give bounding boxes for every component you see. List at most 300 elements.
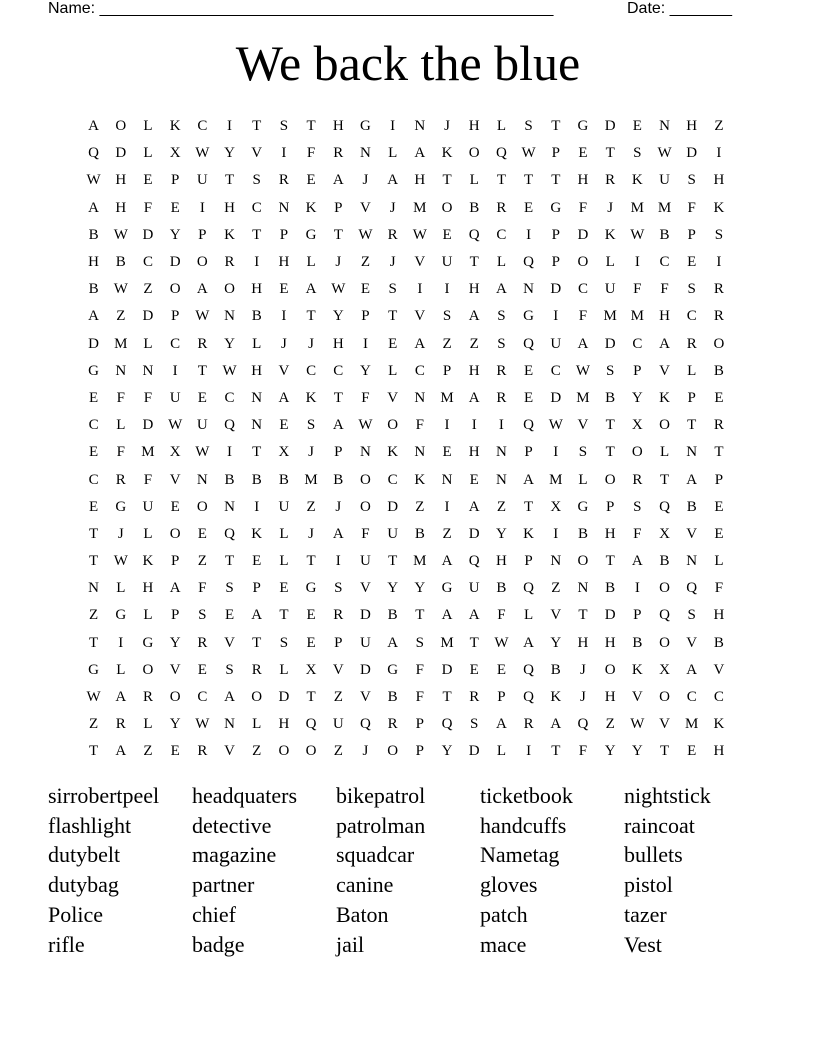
grid-letter: I xyxy=(417,281,423,298)
grid-letter: M xyxy=(630,308,645,325)
word-bank-item: Vest xyxy=(624,931,662,957)
grid-letter: A xyxy=(387,172,399,189)
grid-letter: M xyxy=(549,471,563,488)
grid-letter: T xyxy=(578,607,588,624)
grid-letter: P xyxy=(170,308,180,325)
grid-letter: G xyxy=(305,580,317,597)
grid-letter: N xyxy=(251,389,263,406)
grid-letter: N xyxy=(523,281,535,298)
grid-letter: Z xyxy=(116,308,126,325)
grid-letter: W xyxy=(412,226,427,243)
grid-letter: Y xyxy=(631,389,643,406)
grid-letter: H xyxy=(278,716,290,733)
grid-letter: J xyxy=(389,254,396,271)
grid-letter: A xyxy=(115,689,127,706)
grid-letter: O xyxy=(224,281,235,298)
grid-letter: L xyxy=(687,362,697,379)
grid-letter: X xyxy=(659,525,670,542)
grid-letter: E xyxy=(252,553,262,570)
grid-letter: S xyxy=(225,580,234,597)
grid-letter: V xyxy=(224,634,235,651)
grid-letter: I xyxy=(172,362,178,379)
grid-letter: I xyxy=(634,254,640,271)
grid-letter: M xyxy=(657,199,672,216)
grid-letter: D xyxy=(360,607,371,624)
grid-letter: R xyxy=(142,689,153,706)
grid-letter: P xyxy=(334,634,343,651)
grid-letter: T xyxy=(306,308,316,325)
grid-letter: M xyxy=(440,389,454,406)
grid-letter: I xyxy=(390,118,396,135)
grid-row xyxy=(80,222,740,249)
grid-letter: A xyxy=(631,553,643,570)
grid-letter: M xyxy=(685,716,699,733)
grid-letter: B xyxy=(659,553,670,570)
grid-letter: Y xyxy=(224,335,235,352)
grid-letter: T xyxy=(388,553,398,570)
grid-letter: K xyxy=(713,199,725,216)
grid-letter: W xyxy=(113,281,128,298)
grid-letter: T xyxy=(252,226,262,243)
grid-letter: T xyxy=(469,634,479,651)
grid-letter: E xyxy=(714,498,724,515)
grid-letter: E xyxy=(442,226,452,243)
grid-letter: T xyxy=(89,553,99,570)
grid-letter: V xyxy=(577,417,589,434)
grid-letter: O xyxy=(713,335,725,352)
grid-letter: I xyxy=(227,444,233,461)
grid-letter: J xyxy=(444,118,450,135)
grid-row xyxy=(80,575,740,602)
word-bank-item: badge xyxy=(192,931,245,957)
grid-letter: Y xyxy=(441,743,453,760)
grid-letter: M xyxy=(576,389,590,406)
grid-letter: C xyxy=(686,308,697,325)
grid-letter: A xyxy=(251,607,263,624)
grid-letter: F xyxy=(714,580,724,597)
grid-letter: U xyxy=(196,172,208,189)
word-bank-item: jail xyxy=(336,931,365,957)
grid-letter: T xyxy=(279,607,289,624)
grid-letter: F xyxy=(361,525,370,542)
grid-letter: H xyxy=(278,254,290,271)
grid-letter: J xyxy=(580,661,586,678)
grid-letter: P xyxy=(361,308,370,325)
grid-letter: L xyxy=(388,145,398,162)
grid-letter: V xyxy=(278,362,290,379)
grid-letter: S xyxy=(279,118,289,135)
grid-letter: R xyxy=(713,281,724,298)
word-bank-item: flashlight xyxy=(48,812,132,838)
grid-letter: S xyxy=(252,172,261,189)
grid-row xyxy=(80,358,740,385)
grid-letter: X xyxy=(278,444,290,461)
grid-letter: T xyxy=(333,226,343,243)
grid-letter: V xyxy=(169,661,181,678)
grid-letter: D xyxy=(142,226,154,243)
grid-letter: K xyxy=(305,199,317,216)
grid-letter: Y xyxy=(414,580,426,597)
grid-letter: T xyxy=(659,743,670,760)
date-field-label: Date: _______ xyxy=(627,0,732,17)
grid-letter: O xyxy=(169,689,181,706)
grid-letter: T xyxy=(89,525,99,542)
grid-letter: T xyxy=(442,172,452,189)
word-bank-item: Baton xyxy=(336,902,389,928)
grid-letter: P xyxy=(633,362,642,379)
grid-letter: P xyxy=(415,743,425,760)
grid-letter: L xyxy=(279,525,289,542)
grid-letter: Y xyxy=(495,525,507,542)
grid-letter: K xyxy=(713,716,725,733)
grid-letter: D xyxy=(142,417,154,434)
grid-letter: P xyxy=(252,580,261,597)
grid-letter: K xyxy=(550,689,562,706)
grid-letter: T xyxy=(469,254,479,271)
grid-letter: B xyxy=(333,471,344,488)
grid-letter: P xyxy=(524,444,533,461)
grid-letter: L xyxy=(496,743,506,760)
grid-letter: V xyxy=(360,199,371,216)
word-bank-item: dutybag xyxy=(48,872,119,898)
grid-letter: A xyxy=(196,281,208,298)
grid-letter: K xyxy=(631,661,643,678)
grid-letter: V xyxy=(659,362,670,379)
grid-letter: T xyxy=(714,444,724,461)
grid-letter: N xyxy=(495,471,507,488)
grid-letter: U xyxy=(142,498,154,515)
grid-row xyxy=(80,521,740,548)
grid-letter: R xyxy=(605,172,616,189)
grid-letter: S xyxy=(442,308,452,325)
grid-letter: B xyxy=(713,362,724,379)
word-bank-item: bikepatrol xyxy=(336,782,426,808)
grid-letter: H xyxy=(332,118,344,135)
grid-letter: Q xyxy=(523,661,535,678)
grid-letter: P xyxy=(170,553,180,570)
grid-letter: O xyxy=(604,661,616,678)
grid-letter: T xyxy=(605,417,615,434)
grid-row xyxy=(80,738,740,765)
grid-letter: F xyxy=(143,389,153,406)
grid-letter: S xyxy=(687,607,696,624)
grid-letter: V xyxy=(360,689,371,706)
grid-letter: C xyxy=(659,254,670,271)
grid-letter: C xyxy=(224,389,235,406)
grid-letter: R xyxy=(496,199,507,216)
grid-letter: C xyxy=(496,226,507,243)
grid-letter: G xyxy=(115,607,127,624)
grid-letter: I xyxy=(444,498,450,515)
grid-letter: Y xyxy=(332,308,344,325)
grid-letter: F xyxy=(578,199,588,216)
grid-letter: L xyxy=(143,716,153,733)
grid-letter: R xyxy=(632,471,643,488)
grid-letter: W xyxy=(195,444,210,461)
grid-letter: U xyxy=(441,254,453,271)
grid-row xyxy=(80,113,740,140)
grid-letter: F xyxy=(361,389,370,406)
grid-letter: T xyxy=(551,172,561,189)
grid-letter: Q xyxy=(305,716,317,733)
grid-letter: Z xyxy=(197,553,207,570)
grid-letter: R xyxy=(713,308,724,325)
grid-letter: O xyxy=(278,743,290,760)
grid-letter: E xyxy=(89,389,99,406)
grid-letter: V xyxy=(251,145,263,162)
grid-letter: P xyxy=(170,172,180,189)
grid-letter: G xyxy=(88,661,100,678)
grid-letter: E xyxy=(469,471,479,488)
grid-letter: U xyxy=(659,172,670,189)
grid-letter: O xyxy=(169,525,181,542)
grid-letter: L xyxy=(116,661,126,678)
grid-letter: M xyxy=(413,553,427,570)
grid-letter: J xyxy=(117,525,124,542)
grid-letter: Z xyxy=(714,118,724,135)
grid-letter: P xyxy=(497,689,506,706)
grid-letter: L xyxy=(143,145,153,162)
grid-letter: W xyxy=(195,716,210,733)
grid-letter: I xyxy=(254,254,260,271)
grid-letter: G xyxy=(577,498,589,515)
grid-letter: C xyxy=(387,471,398,488)
grid-letter: U xyxy=(468,580,480,597)
grid-letter: R xyxy=(333,607,344,624)
grid-letter: R xyxy=(197,634,208,651)
grid-letter: A xyxy=(468,498,480,515)
grid-letter: C xyxy=(550,362,561,379)
word-bank-item: magazine xyxy=(192,842,277,868)
grid-row xyxy=(80,602,740,629)
grid-letter: V xyxy=(224,743,235,760)
grid-letter: B xyxy=(632,634,643,651)
grid-row xyxy=(80,466,740,493)
grid-letter: Q xyxy=(523,417,535,434)
grid-letter: E xyxy=(197,525,207,542)
grid-letter: P xyxy=(687,226,696,243)
grid-letter: U xyxy=(604,281,616,298)
grid-letter: E xyxy=(578,145,588,162)
grid-letter: I xyxy=(118,634,124,651)
grid-letter: V xyxy=(686,634,698,651)
grid-letter: V xyxy=(387,389,399,406)
grid-letter: S xyxy=(279,634,289,651)
grid-letter: Q xyxy=(88,145,100,162)
grid-letter: A xyxy=(468,389,480,406)
grid-letter: X xyxy=(169,444,181,461)
grid-letter: P xyxy=(170,607,180,624)
grid-letter: T xyxy=(252,118,262,135)
grid-letter: M xyxy=(440,634,454,651)
grid-letter: A xyxy=(523,471,535,488)
grid-letter: Y xyxy=(631,743,643,760)
grid-letter: B xyxy=(713,634,724,651)
grid-letter: S xyxy=(306,417,316,434)
grid-letter: H xyxy=(577,172,589,189)
grid-letter: S xyxy=(524,118,533,135)
grid-letter: G xyxy=(387,661,399,678)
grid-letter: D xyxy=(88,335,100,352)
grid-letter: B xyxy=(496,580,507,597)
grid-letter: V xyxy=(414,308,426,325)
grid-letter: U xyxy=(360,634,371,651)
grid-letter: Z xyxy=(143,743,153,760)
grid-letter: K xyxy=(631,172,643,189)
grid-row xyxy=(80,548,740,575)
grid-letter: F xyxy=(143,471,153,488)
grid-letter: R xyxy=(387,226,398,243)
grid-letter: W xyxy=(657,145,672,162)
grid-letter: P xyxy=(279,226,289,243)
grid-letter: I xyxy=(254,498,260,515)
grid-letter: O xyxy=(169,281,181,298)
grid-letter: C xyxy=(197,118,208,135)
grid-letter: P xyxy=(442,362,452,379)
grid-letter: D xyxy=(468,525,480,542)
grid-letter: G xyxy=(523,308,535,325)
grid-letter: B xyxy=(115,254,126,271)
grid-letter: R xyxy=(115,471,126,488)
grid-letter: A xyxy=(550,716,562,733)
grid-letter: N xyxy=(441,471,453,488)
grid-letter: P xyxy=(551,145,560,162)
grid-letter: P xyxy=(551,254,560,271)
grid-row xyxy=(80,276,740,303)
grid-letter: R xyxy=(197,335,208,352)
grid-letter: T xyxy=(252,444,262,461)
grid-letter: A xyxy=(686,471,698,488)
grid-letter: J xyxy=(308,335,315,352)
grid-letter: A xyxy=(305,281,317,298)
grid-letter: N xyxy=(659,118,670,135)
grid-letter: P xyxy=(687,389,696,406)
grid-letter: A xyxy=(468,607,480,624)
word-bank-row xyxy=(48,900,788,930)
grid-letter: N xyxy=(414,118,426,135)
grid-letter: L xyxy=(388,362,398,379)
grid-letter: O xyxy=(659,417,670,434)
grid-letter: T xyxy=(89,634,99,651)
grid-letter: T xyxy=(306,553,316,570)
grid-letter: U xyxy=(169,389,181,406)
grid-letter: L xyxy=(116,417,126,434)
grid-letter: E xyxy=(632,118,642,135)
grid-letter: L xyxy=(279,553,289,570)
grid-letter: E xyxy=(224,607,235,624)
grid-letter: T xyxy=(496,172,506,189)
grid-letter: P xyxy=(551,226,560,243)
grid-letter: T xyxy=(659,471,670,488)
grid-letter: C xyxy=(142,254,153,271)
grid-letter: A xyxy=(332,525,344,542)
grid-letter: E xyxy=(279,417,289,434)
grid-row xyxy=(80,249,740,276)
grid-letter: J xyxy=(362,172,369,189)
grid-letter: Z xyxy=(252,743,262,760)
grid-letter: S xyxy=(198,607,207,624)
grid-letter: L xyxy=(143,607,153,624)
word-bank-item: partner xyxy=(192,872,255,898)
grid-letter: M xyxy=(141,444,155,461)
grid-letter: B xyxy=(224,471,235,488)
grid-letter: T xyxy=(524,172,534,189)
grid-letter: W xyxy=(86,689,101,706)
grid-letter: R xyxy=(387,716,398,733)
grid-letter: T xyxy=(224,172,235,189)
grid-letter: E xyxy=(197,661,207,678)
grid-letter: E xyxy=(524,362,534,379)
grid-letter: M xyxy=(630,199,645,216)
grid-letter: N xyxy=(414,444,426,461)
grid-letter: R xyxy=(251,661,262,678)
grid-letter: P xyxy=(334,444,343,461)
grid-row xyxy=(80,439,740,466)
grid-letter: N xyxy=(142,362,154,379)
grid-letter: N xyxy=(686,444,698,461)
word-bank-row xyxy=(48,781,788,811)
grid-letter: B xyxy=(387,607,398,624)
grid-letter: E xyxy=(524,199,534,216)
grid-letter: W xyxy=(630,716,645,733)
grid-letter: W xyxy=(222,362,237,379)
grid-letter: U xyxy=(278,498,290,515)
grid-letter: A xyxy=(468,308,480,325)
word-bank-item: mace xyxy=(480,931,527,957)
grid-letter: B xyxy=(414,525,425,542)
grid-letter: L xyxy=(469,172,479,189)
grid-letter: R xyxy=(713,417,724,434)
grid-letter: L xyxy=(252,335,262,352)
grid-letter: G xyxy=(441,580,453,597)
grid-letter: U xyxy=(332,716,344,733)
grid-letter: D xyxy=(550,389,562,406)
grid-row xyxy=(80,711,740,738)
grid-letter: B xyxy=(550,661,561,678)
grid-letter: A xyxy=(169,580,181,597)
grid-letter: H xyxy=(604,689,616,706)
grid-letter: S xyxy=(687,172,696,189)
grid-row xyxy=(80,195,740,222)
grid-letter: F xyxy=(415,661,425,678)
grid-letter: F xyxy=(497,607,506,624)
grid-letter: U xyxy=(196,417,208,434)
grid-letter: T xyxy=(197,362,207,379)
word-bank-item: sirrobertpeel xyxy=(48,782,160,808)
grid-letter: H xyxy=(468,118,480,135)
grid-letter: H xyxy=(468,281,480,298)
grid-letter: U xyxy=(387,525,399,542)
grid-letter: W xyxy=(168,417,183,434)
grid-row xyxy=(80,684,740,711)
grid-letter: Y xyxy=(224,145,235,162)
grid-letter: B xyxy=(605,580,616,597)
grid-letter: W xyxy=(113,226,128,243)
word-bank-item: tazer xyxy=(624,902,667,928)
grid-letter: S xyxy=(334,580,343,597)
grid-letter: J xyxy=(335,254,342,271)
grid-letter: H xyxy=(713,743,725,760)
grid-letter: O xyxy=(468,145,480,162)
grid-letter: T xyxy=(442,689,452,706)
grid-letter: C xyxy=(170,335,181,352)
grid-letter: Z xyxy=(333,689,343,706)
grid-letter: A xyxy=(88,118,100,135)
grid-letter: V xyxy=(550,607,562,624)
grid-letter: W xyxy=(548,417,563,434)
grid-letter: Q xyxy=(224,525,235,542)
grid-letter: O xyxy=(604,471,616,488)
